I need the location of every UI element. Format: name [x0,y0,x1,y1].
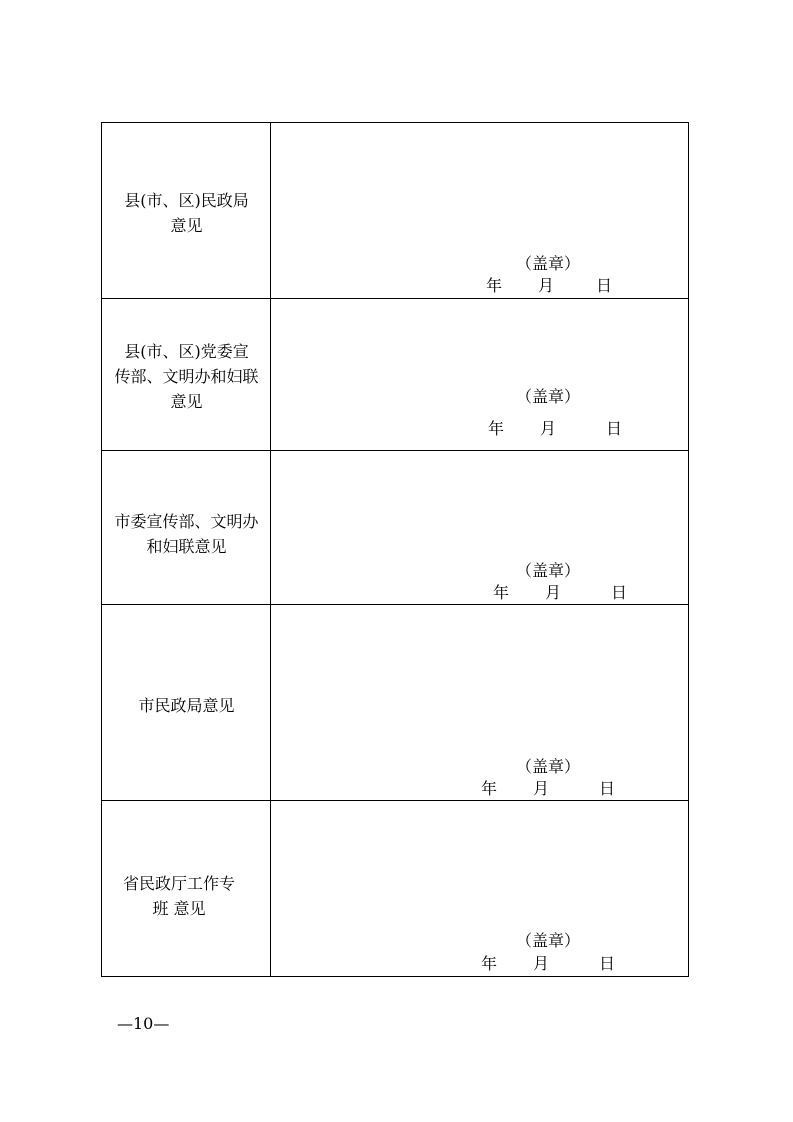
seal-label: （盖章） [516,931,581,950]
row-label: 县(市、区)党委宣 传部、文明办和妇联 意见 [114,342,259,411]
seal-label: （盖章） [516,757,581,776]
label-cell [102,123,271,298]
seal-label: （盖章） [516,387,581,406]
row-label: 省民政厅工作专 班 意见 [122,874,235,918]
opinion-field[interactable] [271,801,688,976]
month-label: 月 [540,419,557,438]
opinion-form-table [101,122,689,977]
label-cell [102,605,271,800]
day-label: 日 [599,779,616,798]
year-label: 年 [481,779,498,798]
day-label: 日 [611,583,628,602]
month-label: 月 [533,954,550,973]
year-label: 年 [481,954,498,973]
month-label: 月 [533,779,550,798]
row-label: 市民政局意见 [138,696,235,715]
day-label: 日 [599,954,616,973]
year-label: 年 [488,419,505,438]
opinion-field[interactable] [271,123,688,298]
opinion-field[interactable] [271,299,688,450]
month-label: 月 [538,276,555,295]
day-label: 日 [596,276,613,295]
opinion-field[interactable] [271,605,688,800]
opinion-field[interactable] [271,451,688,604]
year-label: 年 [493,583,510,602]
row-county-propaganda [102,299,688,451]
label-cell [102,451,271,604]
page-number: —10— [117,1014,170,1033]
month-label: 月 [545,583,562,602]
row-city-civil-affairs [102,605,688,801]
seal-label: （盖章） [516,254,581,273]
seal-label: （盖章） [516,561,581,580]
row-label: 县(市、区)民政局 意见 [124,191,249,235]
row-provincial-civil-affairs [102,801,688,976]
row-county-civil-affairs [102,123,688,299]
day-label: 日 [606,419,623,438]
label-cell [102,299,271,450]
label-cell [102,801,271,976]
year-label: 年 [486,276,503,295]
row-label: 市委宣传部、文明办 和妇联意见 [114,512,259,556]
row-city-propaganda [102,451,688,605]
